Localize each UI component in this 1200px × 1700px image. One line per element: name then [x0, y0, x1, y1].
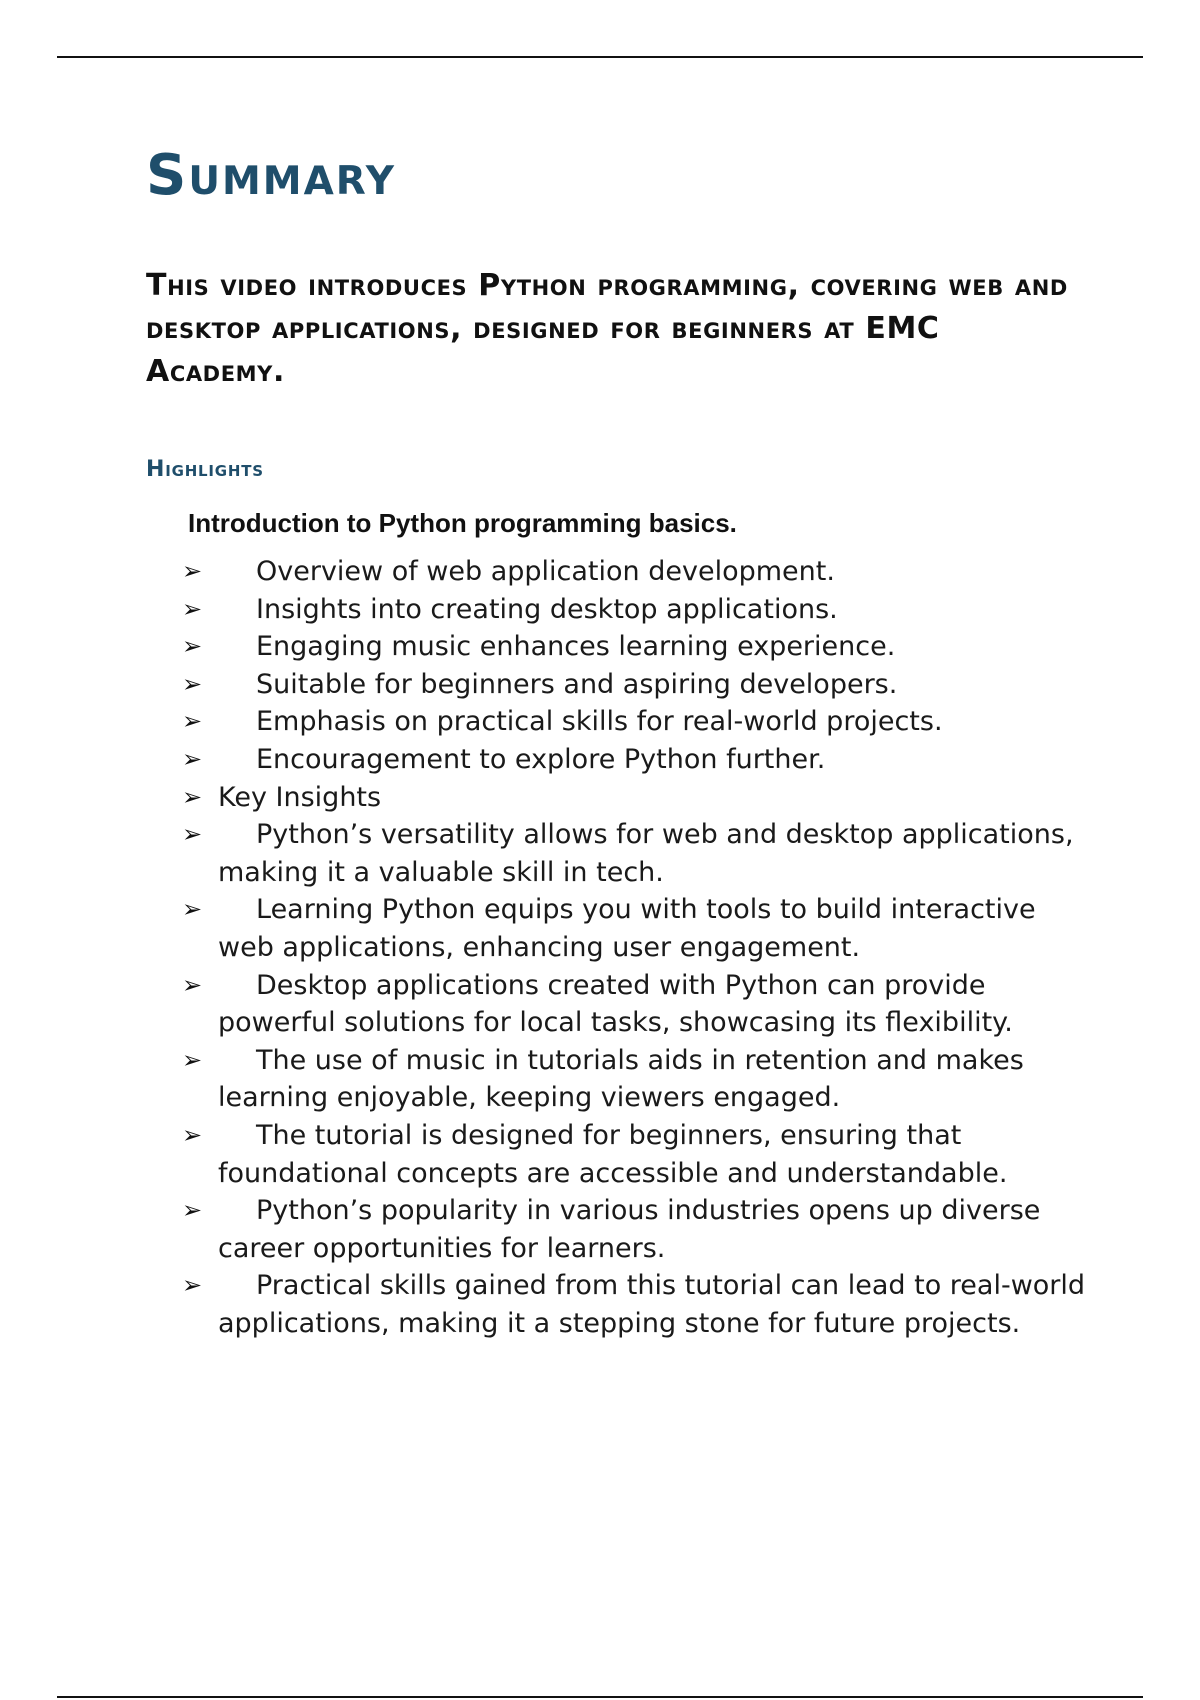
list-item-text: Practical skills gained from this tutorial can lead to real-world applications, making it a stepping stone for future projects.	[218, 1270, 1086, 1339]
bottom-rule	[57, 1696, 1143, 1698]
list-item	[146, 666, 1086, 704]
lead-item: Introduction to Python programming basics.	[188, 508, 737, 538]
list-item	[146, 967, 1086, 1042]
list-item	[146, 628, 1086, 666]
highlights-list	[146, 553, 1086, 1342]
arrow-bullet-icon: ➢	[182, 1045, 203, 1074]
arrow-bullet-icon: ➢	[182, 1120, 203, 1149]
arrow-bullet-icon: ➢	[182, 744, 203, 773]
list-item-text: Engaging music enhances learning experience.	[256, 631, 896, 663]
arrow-bullet-icon: ➢	[182, 669, 203, 698]
list-item-text: Python’s popularity in various industries opens up diverse career opportunities for learners.	[218, 1195, 1041, 1264]
list-item-text: Desktop applications created with Python can provide powerful solutions for local tasks, showcasing its flexibility.	[218, 969, 1013, 1039]
arrow-bullet-icon: ➢	[182, 895, 203, 924]
list-item-text: Encouragement to explore Python further.	[256, 743, 826, 775]
list-item	[146, 779, 1086, 817]
list-item	[146, 816, 1086, 891]
list-item	[146, 891, 1086, 966]
list-item-text: Suitable for beginners and aspiring developers.	[256, 668, 898, 700]
list-item-text: The use of music in tutorials aids in retention and makes learning enjoyable, keeping viewers engaged.	[218, 1044, 1024, 1114]
arrow-bullet-icon: ➢	[182, 1271, 203, 1300]
list-item	[146, 553, 1086, 591]
list-item	[146, 1117, 1086, 1192]
list-item-text: Learning Python equips you with tools to build interactive web applications, enhancing user engagement.	[218, 894, 1036, 963]
list-item-text: Overview of web application development.	[256, 556, 835, 587]
list-item-text: Insights into creating desktop applications.	[256, 593, 838, 625]
page-title: Summary	[146, 143, 396, 208]
arrow-bullet-icon: ➢	[182, 970, 203, 999]
highlights-heading: Highlights	[146, 457, 264, 482]
list-item	[146, 1192, 1086, 1267]
document-body	[146, 140, 1086, 1342]
list-item	[146, 703, 1086, 741]
list-item-text: Python’s versatility allows for web and desktop applications, making it a valuable skill in tech.	[218, 819, 1074, 888]
arrow-bullet-icon: ➢	[182, 707, 203, 736]
list-item	[146, 741, 1086, 779]
arrow-bullet-icon: ➢	[182, 782, 203, 811]
list-item-text: Emphasis on practical skills for real-world projects.	[256, 706, 943, 738]
arrow-bullet-icon: ➢	[182, 820, 203, 849]
arrow-bullet-icon: ➢	[182, 632, 203, 661]
arrow-bullet-icon: ➢	[182, 594, 203, 623]
list-item-text: Key Insights	[218, 781, 382, 813]
top-rule	[57, 56, 1143, 58]
arrow-bullet-icon: ➢	[182, 557, 203, 585]
arrow-bullet-icon: ➢	[182, 1196, 203, 1225]
summary-subtitle: This video introduces Python programming, covering web and desktop applications, designed for beginners at EMC Academy.	[146, 268, 1068, 389]
list-item-text: The tutorial is designed for beginners, ensuring that foundational concepts are accessible and understandable.	[218, 1119, 1008, 1189]
list-item	[146, 1042, 1086, 1117]
list-item	[146, 591, 1086, 629]
list-item	[146, 1267, 1086, 1342]
